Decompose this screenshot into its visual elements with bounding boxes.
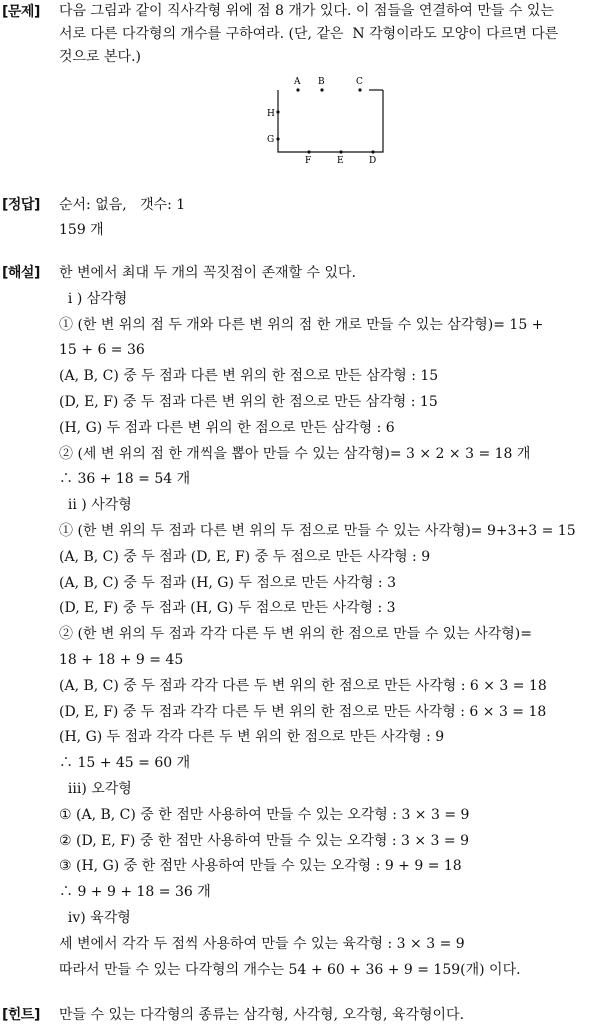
solution-line: iii) 오각형	[59, 780, 132, 797]
point-h	[276, 110, 279, 113]
solution-line: 세 변에서 각각 두 점씩 사용하여 만들 수 있는 육각형 : 3 × 3 = 9	[59, 935, 465, 952]
solution-line: (D, E, F) 중 두 점과 (H, G) 두 점으로 만든 사각형 : 3	[59, 600, 396, 617]
solution-line: (H, G) 두 점과 다른 변 위의 한 점으로 만든 삼각형 : 6	[59, 419, 395, 436]
solution-line: 따라서 만들 수 있는 다각형의 개수는 54 + 60 + 36 + 9 = 159(개) 이다.	[59, 961, 521, 978]
problem-tag: [문제]	[2, 4, 40, 20]
label-e: E	[337, 156, 344, 164]
label-f: F	[305, 156, 312, 164]
solution-line: ③ (H, G) 중 한 점만 사용하여 만들 수 있는 오각형 : 9 + 9 = 18	[59, 858, 462, 875]
solution-line: 18 + 18 + 9 = 45	[59, 651, 184, 668]
solution-line: ∴ 15 + 45 = 60 개	[59, 755, 191, 772]
answer-tag: [정답]	[2, 197, 40, 213]
label-c: C	[356, 77, 363, 87]
solution-line: (A, B, C) 중 두 점과 각각 다른 두 변 위의 한 점으로 만든 사각형 : 6 × 3 = 18	[59, 677, 547, 694]
solution-tag: [해설]	[2, 265, 40, 281]
rectangle-outline	[278, 90, 383, 152]
solution-line: ① (한 변 위의 점 두 개와 다른 변 위의 점 한 개로 만들 수 있는 삼각형)= 15 +	[59, 316, 544, 333]
label-h: H	[267, 109, 275, 119]
solution-line: (H, G) 두 점과 각각 다른 두 변 위의 한 점으로 만든 사각형 : 9	[59, 729, 445, 746]
hint-tag: [힌트]	[2, 1007, 40, 1023]
problem-line: 다음 그림과 같이 직사각형 위에 점 8 개가 있다. 이 점들을 연결하여 만들 수 있는	[59, 3, 554, 19]
problem-line: 서로 다른 다각형의 개수를 구하여라. (단, 같은 N 각형이라도 모양이 다르면 다른	[59, 26, 559, 42]
hint-text	[59, 1004, 591, 1026]
label-a: A	[294, 77, 301, 87]
solution-line: ∴ 36 + 18 = 54 개	[59, 471, 191, 488]
point-b	[320, 88, 323, 91]
solution-line: (A, B, C) 중 두 점과 (D, E, F) 중 두 점으로 만든 사각형 : 9	[59, 548, 431, 565]
problem-line: 것으로 본다.)	[59, 49, 141, 65]
solution-line: i ) 삼각형	[59, 290, 128, 307]
answer-line: 159 개	[59, 222, 104, 238]
rectangle-figure	[262, 72, 390, 164]
label-d: D	[369, 156, 377, 164]
point-c	[358, 88, 361, 91]
solution-line: ① (한 변 위의 두 점과 다른 변 위의 두 점으로 만들 수 있는 사각형)= 9+3+3 = 15	[59, 522, 576, 539]
point-d	[371, 150, 374, 153]
problem-text	[59, 0, 591, 69]
point-a	[296, 88, 299, 91]
solution-line: ① (A, B, C) 중 한 점만 사용하여 만들 수 있는 오각형 : 3 × 3 = 9	[59, 806, 470, 823]
solution-line: ② (D, E, F) 중 한 점만 사용하여 만들 수 있는 오각형 : 3 × 3 = 9	[59, 832, 469, 849]
solution-line: (D, E, F) 중 두 점과 다른 변 위의 한 점으로 만든 삼각형 : 15	[59, 393, 438, 410]
solution-line: ii ) 사각형	[59, 497, 132, 514]
solution-line: ② (세 변 위의 점 한 개씩을 뽑아 만들 수 있는 삼각형)= 3 × 2 × 3 = 18 개	[59, 445, 531, 462]
label-g: G	[267, 135, 275, 145]
solution-text	[59, 261, 591, 983]
solution-line: (A, B, C) 중 두 점과 다른 변 위의 한 점으로 만든 삼각형 : 15	[59, 368, 439, 385]
solution-line: 한 변에서 최대 두 개의 꼭짓점이 존재할 수 있다.	[59, 265, 357, 281]
solution-line: iv) 육각형	[59, 909, 131, 926]
hint-line: 만들 수 있는 다각형의 종류는 삼각형, 사각형, 오각형, 육각형이다.	[59, 1007, 465, 1023]
answer-line: 순서: 없음, 갯수: 1	[59, 197, 186, 213]
label-b: B	[318, 77, 325, 87]
point-g	[276, 137, 279, 140]
solution-line: ∴ 9 + 9 + 18 = 36 개	[59, 884, 211, 901]
solution-line: ② (한 변 위의 두 점과 각각 다른 두 변 위의 한 점으로 만들 수 있는 사각형)=	[59, 626, 533, 643]
solution-line: (D, E, F) 중 두 점과 각각 다른 두 변 위의 한 점으로 만든 사각형 : 6 × 3 = 18	[59, 703, 547, 720]
point-f	[307, 150, 310, 153]
answer-text	[59, 193, 591, 243]
point-e	[339, 150, 342, 153]
solution-line: 15 + 6 = 36	[59, 342, 145, 359]
solution-line: (A, B, C) 중 두 점과 (H, G) 두 점으로 만든 사각형 : 3	[59, 574, 396, 591]
